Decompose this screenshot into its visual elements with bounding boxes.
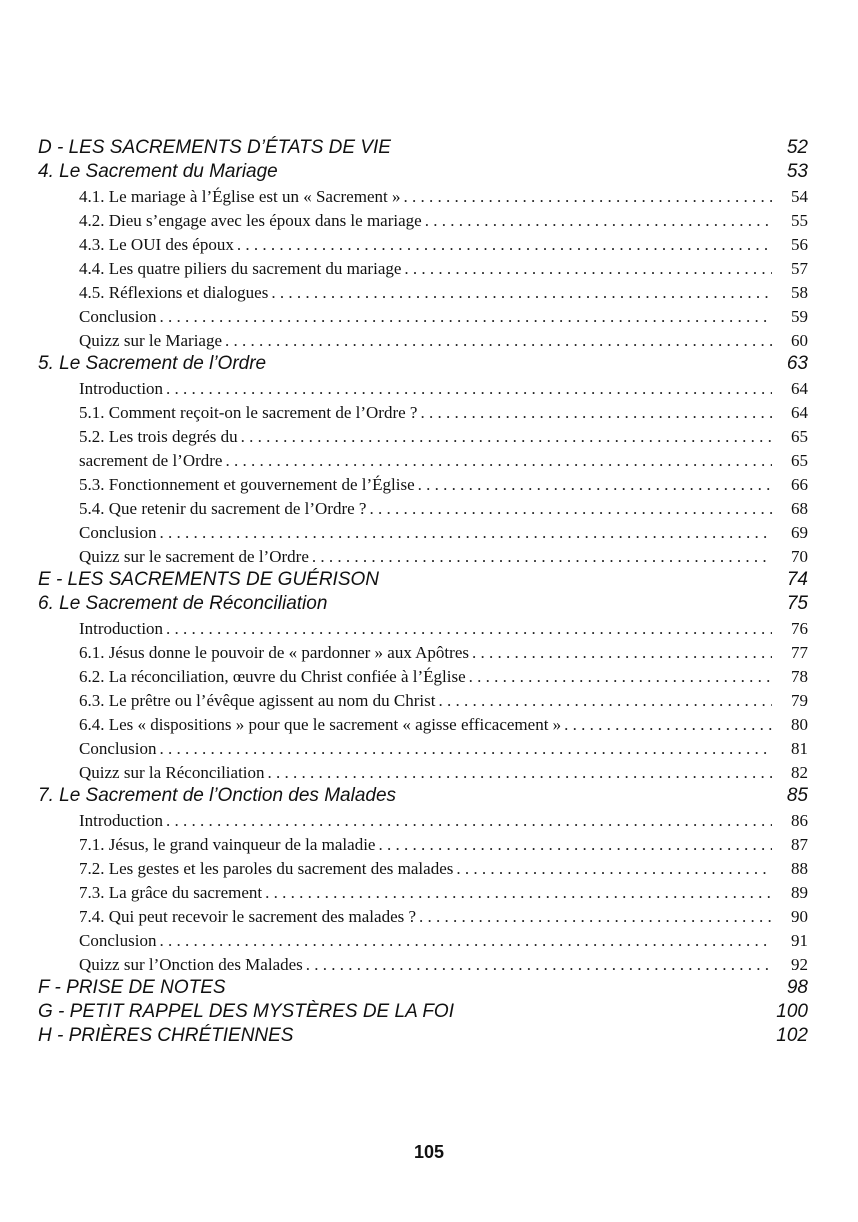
dot-leader — [241, 427, 772, 447]
dot-leader — [438, 691, 772, 711]
toc-title: F - PRISE DE NOTES — [38, 977, 226, 998]
toc-entry — [38, 687, 808, 711]
toc-page-number: 54 — [791, 187, 808, 206]
toc-page-number: 70 — [791, 547, 808, 566]
toc-title: E - LES SACREMENTS DE GUÉRISON — [38, 569, 380, 590]
toc-title: 4.2. Dieu s’engage avec les époux dans le mariage — [79, 211, 422, 230]
dot-leader — [268, 763, 772, 783]
toc-title: 7.4. Qui peut recevoir le sacrement des malades ? — [79, 907, 417, 926]
toc-page-number: 58 — [791, 283, 808, 302]
toc-title: 6.1. Jésus donne le pouvoir de « pardonner » aux Apôtres — [79, 643, 469, 662]
toc-page-number: 91 — [791, 931, 808, 950]
dot-leader — [403, 187, 772, 207]
toc-page-number: 55 — [791, 211, 808, 230]
toc-page-number: 86 — [791, 811, 808, 830]
toc-page-number: 82 — [791, 763, 808, 782]
toc-title: 5. Le Sacrement de l’Ordre — [38, 353, 267, 374]
toc-title: H - PRIÈRES CHRÉTIENNES — [38, 1025, 294, 1046]
toc-title: 6.3. Le prêtre ou l’évêque agissent au nom du Christ — [79, 691, 436, 710]
dot-leader — [312, 547, 772, 567]
toc-page-number: 69 — [791, 523, 808, 542]
dot-leader — [265, 883, 772, 903]
dot-leader — [237, 235, 772, 255]
toc-page-number: 102 — [776, 1025, 808, 1046]
toc-page-number: 57 — [791, 259, 808, 278]
toc-entry — [38, 495, 808, 519]
toc-page-number: 68 — [791, 499, 808, 518]
toc-title: Introduction — [79, 379, 164, 398]
dot-leader — [166, 379, 772, 399]
toc-page-number: 77 — [791, 643, 808, 662]
toc-title: 5.1. Comment reçoit-on le sacrement de l’Ordre ? — [79, 403, 418, 422]
toc-page-number: 63 — [786, 353, 808, 374]
toc-page-number: 74 — [786, 569, 808, 590]
toc-title: 4. Le Sacrement du Mariage — [38, 161, 278, 182]
toc-entry — [38, 615, 808, 639]
dot-leader — [425, 211, 772, 231]
toc-title: 4.3. Le OUI des époux — [79, 235, 234, 254]
toc-entry — [38, 303, 808, 327]
toc-title: Conclusion — [79, 523, 157, 542]
toc-title: Quizz sur l’Onction des Malades — [79, 955, 303, 974]
toc-entry — [38, 255, 808, 279]
dot-leader — [404, 259, 772, 279]
dot-leader — [564, 715, 772, 735]
dot-leader — [306, 955, 772, 975]
toc-title: Conclusion — [79, 739, 157, 758]
toc-title: 4.1. Le mariage à l’Église est un « Sacrement » — [79, 187, 401, 206]
toc-page-number: 79 — [791, 691, 808, 710]
toc-page-number: 81 — [791, 739, 808, 758]
dot-leader — [420, 403, 772, 423]
toc-page-number: 53 — [786, 161, 808, 182]
toc-page-number: 75 — [786, 593, 808, 614]
toc-heading — [38, 591, 808, 615]
toc-heading — [38, 135, 808, 159]
toc-heading — [38, 159, 808, 183]
toc-page-number: 85 — [786, 785, 808, 806]
dot-leader — [271, 283, 772, 303]
dot-leader — [159, 739, 772, 759]
toc-entry — [38, 447, 808, 471]
toc-entry — [38, 183, 808, 207]
toc-heading — [38, 351, 808, 375]
toc-title: 4.4. Les quatre piliers du sacrement du mariage — [79, 259, 402, 278]
toc-entry — [38, 327, 808, 351]
dot-leader — [166, 811, 772, 831]
toc-entry — [38, 927, 808, 951]
toc-page-number: 78 — [791, 667, 808, 686]
dot-leader — [469, 667, 772, 687]
toc-entry — [38, 231, 808, 255]
toc-title: Conclusion — [79, 307, 157, 326]
toc-title: 7. Le Sacrement de l’Onction des Malades — [38, 785, 397, 806]
dot-leader — [159, 523, 772, 543]
toc-entry — [38, 279, 808, 303]
dot-leader — [472, 643, 772, 663]
toc-page-number: 76 — [791, 619, 808, 638]
toc-heading — [38, 975, 808, 999]
toc-page-number: 65 — [791, 451, 808, 470]
toc-page-number: 90 — [791, 907, 808, 926]
toc-page-number: 64 — [791, 379, 808, 398]
toc-page-number: 92 — [791, 955, 808, 974]
toc-entry — [38, 519, 808, 543]
toc-page-number: 80 — [791, 715, 808, 734]
dot-leader — [456, 859, 772, 879]
toc-page-number: 60 — [791, 331, 808, 350]
toc-title: 5.3. Fonctionnement et gouvernement de l’Église — [79, 475, 415, 494]
toc-entry — [38, 831, 808, 855]
toc-entry — [38, 903, 808, 927]
toc-entry — [38, 879, 808, 903]
dot-leader — [225, 331, 772, 351]
toc-title: 5.2. Les trois degrés du — [79, 427, 238, 446]
toc-title: Quizz sur la Réconciliation — [79, 763, 265, 782]
toc-entry — [38, 399, 808, 423]
dot-leader — [369, 499, 772, 519]
dot-leader — [166, 619, 772, 639]
toc-page-number: 56 — [791, 235, 808, 254]
toc-title: Conclusion — [79, 931, 157, 950]
toc-entry — [38, 759, 808, 783]
toc-title: 7.3. La grâce du sacrement — [79, 883, 263, 902]
toc-page-number: 65 — [791, 427, 808, 446]
toc-heading — [38, 1023, 808, 1047]
toc-page-number: 88 — [791, 859, 808, 878]
toc-entry — [38, 639, 808, 663]
toc-entry — [38, 735, 808, 759]
toc-heading — [38, 783, 808, 807]
toc-entry — [38, 207, 808, 231]
toc-entry — [38, 375, 808, 399]
dot-leader — [378, 835, 772, 855]
toc-title: Introduction — [79, 619, 164, 638]
toc-title: 6.4. Les « dispositions » pour que le sacrement « agisse efficacement » — [79, 715, 562, 734]
page-number: 105 — [413, 1142, 445, 1162]
toc-heading — [38, 999, 808, 1023]
toc-entry — [38, 951, 808, 975]
toc-title: 6. Le Sacrement de Réconciliation — [38, 593, 328, 614]
toc-title: 7.2. Les gestes et les paroles du sacrement des malades — [79, 859, 454, 878]
toc-heading — [38, 567, 808, 591]
toc-entry — [38, 471, 808, 495]
toc-page-number: 64 — [791, 403, 808, 422]
toc-title: 5.4. Que retenir du sacrement de l’Ordre ? — [79, 499, 367, 518]
dot-leader — [159, 307, 772, 327]
toc-title: Introduction — [79, 811, 164, 830]
table-of-contents — [38, 135, 808, 1047]
toc-title: Quizz sur le sacrement de l’Ordre — [79, 547, 309, 566]
dot-leader — [418, 475, 772, 495]
dot-leader — [159, 931, 772, 951]
toc-page-number: 87 — [791, 835, 808, 854]
dot-leader — [419, 907, 772, 927]
toc-page-number: 59 — [791, 307, 808, 326]
toc-page-number: 98 — [786, 977, 808, 998]
toc-entry — [38, 711, 808, 735]
toc-title: sacrement de l’Ordre — [79, 451, 223, 470]
toc-title: D - LES SACREMENTS D’ÉTATS DE VIE — [38, 137, 391, 158]
toc-entry — [38, 543, 808, 567]
toc-title: 4.5. Réflexions et dialogues — [79, 283, 269, 302]
toc-entry — [38, 855, 808, 879]
toc-entry — [38, 423, 808, 447]
toc-page-number: 66 — [791, 475, 808, 494]
dot-leader — [225, 451, 772, 471]
toc-title: Quizz sur le Mariage — [79, 331, 223, 350]
toc-page-number: 89 — [791, 883, 808, 902]
toc-entry — [38, 807, 808, 831]
toc-page-number: 52 — [786, 137, 808, 158]
toc-page-number: 100 — [776, 1001, 808, 1022]
toc-title: G - PETIT RAPPEL DES MYSTÈRES DE LA FOI — [38, 1001, 454, 1022]
toc-entry — [38, 663, 808, 687]
toc-title: 7.1. Jésus, le grand vainqueur de la maladie — [79, 835, 376, 854]
toc-title: 6.2. La réconciliation, œuvre du Christ confiée à l’Église — [79, 667, 466, 686]
